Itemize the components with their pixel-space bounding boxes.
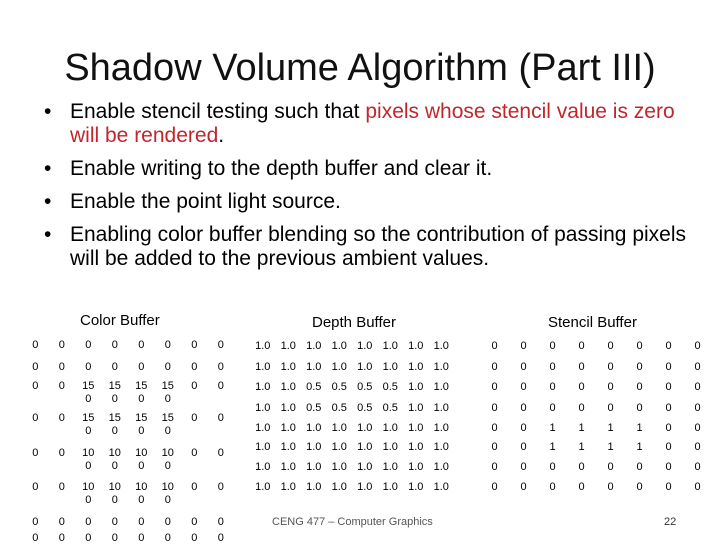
color-buffer-cell: 0 [58,380,65,392]
depth-buffer-cell: 1.0 [357,461,373,473]
color-buffer-cell: 0 [111,516,118,528]
color-buffer-cell: 0 [217,339,224,351]
stencil-buffer-cell: 1 [607,422,614,434]
depth-buffer-cell: 1.0 [255,481,271,493]
stencil-buffer-cell: 0 [636,361,643,373]
stencil-buffer-cell: 0 [694,461,701,473]
stencil-buffer-cell: 1 [549,441,556,453]
depth-buffer-cell: 0.5 [382,381,398,393]
depth-buffer-cell: 0.5 [357,402,373,414]
depth-buffer-cell: 1.0 [408,402,424,414]
depth-buffer-cell: 1.0 [255,422,271,434]
depth-buffer-cell: 1.0 [331,422,347,434]
bullet-item [40,100,700,148]
stencil-buffer-cell: 0 [520,441,527,453]
color-buffer-cell: 0 [138,532,145,544]
color-buffer-cell: 0 [217,412,224,424]
color-buffer-cell: 15 0 [108,412,121,437]
color-buffer-cell: 15 0 [161,412,174,437]
depth-buffer-cell: 1.0 [255,381,271,393]
color-buffer-cell: 10 0 [135,447,148,472]
depth-buffer-cell: 1.0 [280,441,296,453]
color-buffer-cell: 0 [85,532,92,544]
color-buffer-cell: 0 [138,339,145,351]
color-buffer-cell: 0 [32,516,39,528]
depth-buffer-cell: 1.0 [408,381,424,393]
depth-buffer-cell: 1.0 [255,361,271,373]
depth-buffer-cell: 1.0 [331,361,347,373]
color-buffer-cell: 0 [191,516,198,528]
stencil-buffer-cell: 0 [549,361,556,373]
bullet-text-end: . [218,124,225,147]
stencil-buffer-cell: 0 [694,340,701,352]
color-buffer-cell: 10 0 [82,481,95,506]
color-buffer-cell: 0 [191,339,198,351]
color-buffer-cell: 0 [58,481,65,493]
depth-buffer-cell: 1.0 [408,461,424,473]
color-buffer-cell: 0 [217,380,224,392]
color-buffer-cell: 0 [32,532,39,544]
stencil-buffer-cell: 0 [549,461,556,473]
slide-title: Shadow Volume Algorithm (Part III) [64,47,656,89]
stencil-buffer-cell: 0 [520,381,527,393]
depth-buffer-cell: 0.5 [306,402,322,414]
stencil-buffer-cell: 0 [549,402,556,414]
depth-buffer-cell: 1.0 [433,340,449,352]
color-buffer-cell: 0 [32,339,39,351]
color-buffer-cell: 0 [217,516,224,528]
color-buffer-cell: 15 0 [135,380,148,405]
color-buffer-cell: 0 [32,447,39,459]
stencil-buffer-cell: 0 [607,481,614,493]
stencil-buffer-cell: 1 [578,441,585,453]
bullet-icon: • [44,223,52,246]
stencil-buffer-cell: 0 [491,381,498,393]
depth-buffer-cell: 1.0 [280,481,296,493]
depth-buffer-cell: 1.0 [280,361,296,373]
color-buffer-cell: 0 [32,361,39,373]
depth-buffer-cell: 1.0 [306,481,322,493]
stencil-buffer-cell: 0 [694,402,701,414]
stencil-buffer-cell: 0 [491,361,498,373]
stencil-buffer-cell: 0 [607,461,614,473]
stencil-buffer-cell: 0 [520,481,527,493]
depth-buffer-cell: 1.0 [408,481,424,493]
stencil-buffer-cell: 0 [694,361,701,373]
stencil-buffer-cell: 0 [665,361,672,373]
stencil-buffer-cell: 0 [607,402,614,414]
depth-buffer-cell: 1.0 [433,422,449,434]
stencil-buffer-cell: 0 [694,441,701,453]
color-buffer-cell: 0 [111,532,118,544]
stencil-buffer-cell: 0 [636,461,643,473]
depth-buffer-cell: 1.0 [382,461,398,473]
depth-buffer-cell: 1.0 [433,402,449,414]
stencil-buffer-cell: 0 [491,441,498,453]
color-buffer-label: Color Buffer [80,312,160,329]
color-buffer-cell: 15 0 [108,380,121,405]
stencil-buffer-cell: 0 [694,422,701,434]
depth-buffer-cell: 1.0 [255,441,271,453]
stencil-buffer-cell: 0 [491,481,498,493]
depth-buffer-cell: 0.5 [306,381,322,393]
stencil-buffer-cell: 0 [578,402,585,414]
depth-buffer-cell: 1.0 [331,481,347,493]
depth-buffer-cell: 1.0 [255,402,271,414]
color-buffer-cell: 0 [164,339,171,351]
color-buffer-cell: 15 0 [135,412,148,437]
depth-buffer-cell: 1.0 [433,381,449,393]
stencil-buffer-cell: 0 [491,461,498,473]
color-buffer-cell: 10 0 [161,481,174,506]
depth-buffer-cell: 1.0 [382,361,398,373]
color-buffer-cell: 0 [191,481,198,493]
depth-buffer-cell: 0.5 [331,381,347,393]
stencil-buffer-cell: 0 [665,461,672,473]
color-buffer-cell: 0 [191,361,198,373]
stencil-buffer-cell: 0 [578,381,585,393]
stencil-buffer-cell: 0 [636,402,643,414]
depth-buffer-cell: 1.0 [357,441,373,453]
stencil-buffer-cell: 0 [491,340,498,352]
depth-buffer-cell: 1.0 [280,461,296,473]
color-buffer-cell: 0 [191,447,198,459]
stencil-buffer-cell: 1 [636,441,643,453]
stencil-buffer-cell: 1 [578,422,585,434]
depth-buffer-cell: 1.0 [408,441,424,453]
bullet-highlight: pixels whose stencil value is zero will be rendered [70,100,675,147]
color-buffer-cell: 10 0 [82,447,95,472]
stencil-buffer-cell: 0 [520,340,527,352]
depth-buffer-cell: 1.0 [331,340,347,352]
bullet-text: Enable the point light source. [70,190,341,213]
depth-buffer-cell: 1.0 [280,422,296,434]
depth-buffer-cell: 1.0 [382,441,398,453]
bullet-item [40,157,700,181]
color-buffer-cell: 10 0 [161,447,174,472]
depth-buffer-cell: 0.5 [382,402,398,414]
depth-buffer-cell: 1.0 [306,422,322,434]
bullet-list [40,100,700,280]
depth-buffer-cell: 1.0 [255,461,271,473]
depth-buffer-cell: 0.5 [357,381,373,393]
depth-buffer-cell: 0.5 [331,402,347,414]
bullet-item [40,190,700,214]
depth-buffer-cell: 1.0 [433,441,449,453]
depth-buffer-cell: 1.0 [280,381,296,393]
stencil-buffer-cell: 0 [578,481,585,493]
depth-buffer-cell: 1.0 [357,422,373,434]
stencil-buffer-cell: 1 [636,422,643,434]
color-buffer-cell: 0 [111,361,118,373]
depth-buffer-cell: 1.0 [357,481,373,493]
stencil-buffer-cell: 0 [694,481,701,493]
color-buffer-cell: 0 [85,339,92,351]
color-buffer-cell: 0 [58,516,65,528]
stencil-buffer-cell: 0 [578,361,585,373]
bullet-text: Enable writing to the depth buffer and clear it. [70,157,493,180]
depth-buffer-cell: 1.0 [306,361,322,373]
depth-buffer-cell: 1.0 [408,340,424,352]
depth-buffer-cell: 1.0 [433,461,449,473]
stencil-buffer-cell: 1 [549,422,556,434]
color-buffer-cell: 15 0 [82,380,95,405]
depth-buffer-label: Depth Buffer [312,314,396,331]
depth-buffer-cell: 1.0 [433,481,449,493]
stencil-buffer-cell: 0 [665,340,672,352]
depth-buffer-cell: 1.0 [382,481,398,493]
depth-buffer-cell: 1.0 [331,461,347,473]
depth-buffer-cell: 1.0 [382,340,398,352]
color-buffer-cell: 0 [164,361,171,373]
stencil-buffer-cell: 0 [491,402,498,414]
bullet-icon: • [44,157,52,180]
color-buffer-cell: 0 [217,447,224,459]
color-buffer-cell: 15 0 [82,412,95,437]
depth-buffer-cell: 1.0 [382,422,398,434]
color-buffer-cell: 0 [191,412,198,424]
depth-buffer-cell: 1.0 [433,361,449,373]
color-buffer-cell: 0 [32,481,39,493]
bullet-icon: • [44,100,52,123]
footer-text: CENG 477 – Computer Graphics [272,516,433,528]
color-buffer-cell: 10 0 [108,447,121,472]
color-buffer-cell: 0 [85,361,92,373]
stencil-buffer-cell: 0 [636,381,643,393]
stencil-buffer-cell: 0 [549,481,556,493]
depth-buffer-cell: 1.0 [255,340,271,352]
stencil-buffer-cell: 0 [607,361,614,373]
depth-buffer-cell: 1.0 [306,461,322,473]
color-buffer-cell: 10 0 [108,481,121,506]
stencil-buffer-cell: 0 [520,422,527,434]
color-buffer-cell: 0 [191,532,198,544]
color-buffer-cell: 0 [138,516,145,528]
depth-buffer-cell: 1.0 [331,441,347,453]
stencil-buffer-cell: 0 [665,422,672,434]
stencil-buffer-cell: 0 [549,381,556,393]
stencil-buffer-cell: 0 [520,361,527,373]
color-buffer-cell: 0 [58,361,65,373]
stencil-buffer-cell: 0 [636,481,643,493]
color-buffer-cell: 0 [191,380,198,392]
color-buffer-cell: 0 [58,339,65,351]
stencil-buffer-cell: 0 [578,461,585,473]
depth-buffer-cell: 1.0 [408,422,424,434]
color-buffer-cell: 0 [164,532,171,544]
stencil-buffer-cell: 0 [665,481,672,493]
color-buffer-cell: 0 [32,380,39,392]
depth-buffer-cell: 1.0 [280,340,296,352]
stencil-buffer-cell: 0 [520,461,527,473]
bullet-text: Enable stencil testing such that [70,100,366,123]
bullet-item [40,223,700,271]
color-buffer-cell: 0 [85,516,92,528]
stencil-buffer-cell: 0 [549,340,556,352]
stencil-buffer-cell: 0 [694,381,701,393]
depth-buffer-cell: 1.0 [357,361,373,373]
stencil-buffer-cell: 0 [665,441,672,453]
color-buffer-cell: 0 [58,447,65,459]
bullet-text: Enabling color buffer blending so the contribution of passing pixels will be added to the previous ambient values. [70,223,687,270]
color-buffer-cell: 0 [58,412,65,424]
stencil-buffer-label: Stencil Buffer [548,314,637,331]
stencil-buffer-cell: 1 [607,441,614,453]
depth-buffer-cell: 1.0 [408,361,424,373]
page-number: 22 [664,516,677,528]
depth-buffer-cell: 1.0 [280,402,296,414]
color-buffer-cell: 0 [58,532,65,544]
stencil-buffer-cell: 0 [520,402,527,414]
stencil-buffer-cell: 0 [665,381,672,393]
color-buffer-cell: 0 [32,412,39,424]
color-buffer-cell: 0 [138,361,145,373]
color-buffer-cell: 0 [111,339,118,351]
stencil-buffer-cell: 0 [607,340,614,352]
stencil-buffer-cell: 0 [578,340,585,352]
color-buffer-cell: 0 [164,516,171,528]
bullet-icon: • [44,190,52,213]
stencil-buffer-cell: 0 [607,381,614,393]
color-buffer-cell: 0 [217,481,224,493]
stencil-buffer-cell: 0 [665,402,672,414]
color-buffer-cell: 0 [217,361,224,373]
depth-buffer-cell: 1.0 [357,340,373,352]
color-buffer-cell: 10 0 [135,481,148,506]
color-buffer-cell: 0 [217,532,224,544]
color-buffer-cell: 15 0 [161,380,174,405]
depth-buffer-cell: 1.0 [306,340,322,352]
depth-buffer-cell: 1.0 [306,441,322,453]
stencil-buffer-cell: 0 [491,422,498,434]
stencil-buffer-cell: 0 [636,340,643,352]
